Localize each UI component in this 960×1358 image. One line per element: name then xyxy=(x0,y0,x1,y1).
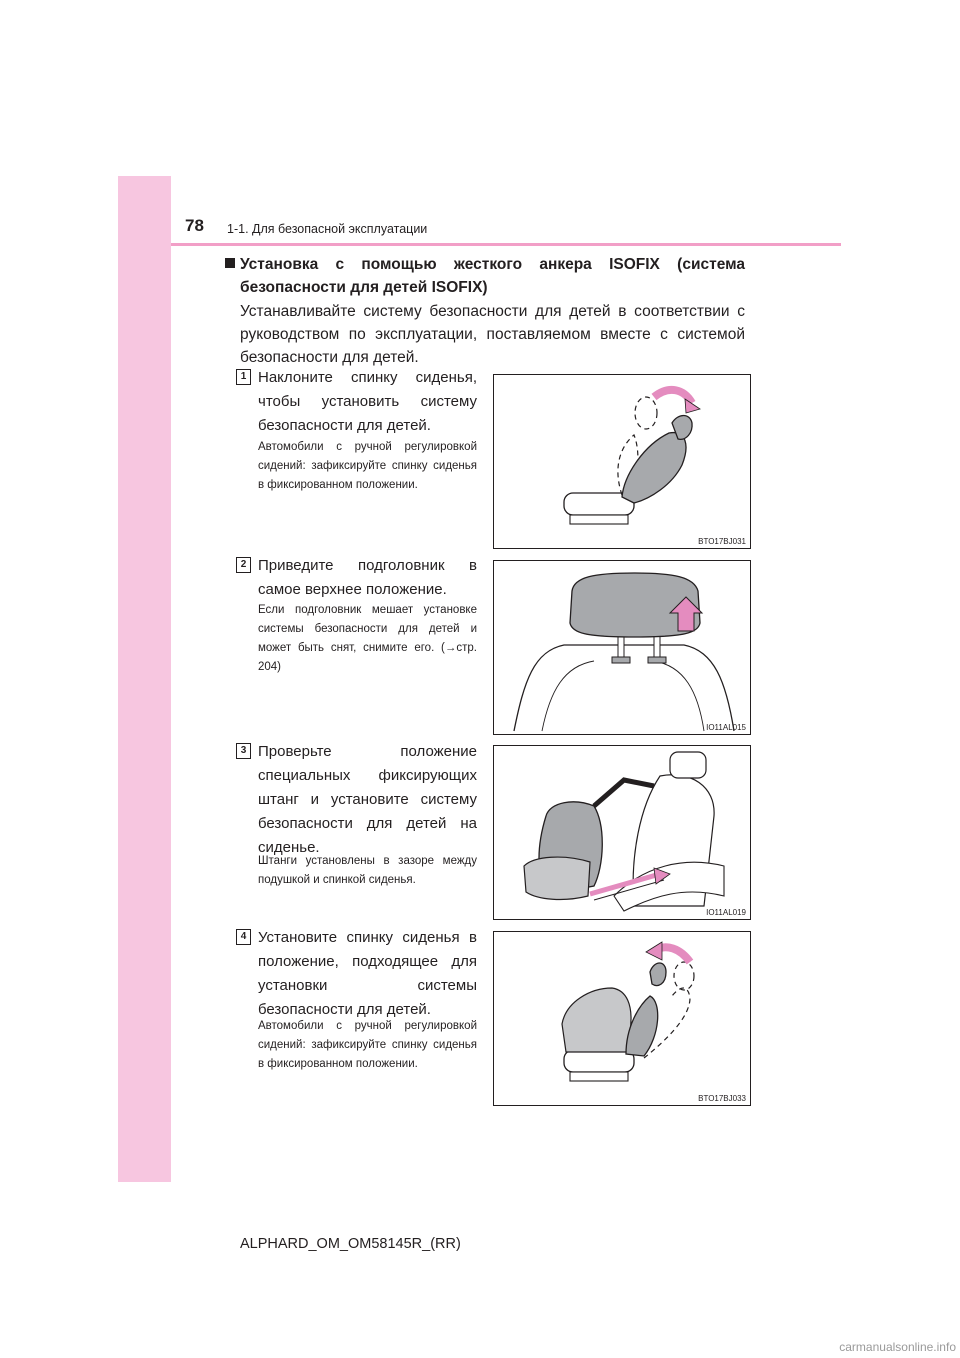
figure-return-seatback xyxy=(493,931,751,1106)
isofix-attach-illustration xyxy=(494,746,750,919)
document-footer: ALPHARD_OM_OM58145R_(RR) xyxy=(240,1236,461,1252)
heading-bullet-icon xyxy=(225,258,235,268)
step-text: Установите спинку сиденья в положение, подходящее для установки системы безопасности для детей. xyxy=(258,929,477,1018)
figure-attach-isofix xyxy=(493,745,751,920)
step-number-badge: 1 xyxy=(236,369,251,385)
headrest-raise-illustration xyxy=(494,561,750,734)
seat-recline-illustration xyxy=(494,375,750,548)
step-text: Приведите подголовник в самое верхнее положение. xyxy=(258,557,477,598)
step-note: Если подголовник мешает установке системы безопасности для детей и может быть снят, снимите его. (→стр. 204) xyxy=(258,604,477,673)
step-number-badge: 4 xyxy=(236,929,251,945)
figure-code: IO11AL019 xyxy=(706,908,746,917)
step-note: Штанги установлены в зазоре между подушкой и спинкой сиденья. xyxy=(258,855,477,886)
page-number: 78 xyxy=(185,216,204,235)
header-divider xyxy=(171,243,841,246)
step-text: Проверьте положение специальных фиксирующих штанг и установите систему безопасности для детей на сиденье. xyxy=(258,743,477,856)
watermark: carmanualsonline.info xyxy=(839,1340,956,1354)
figure-code: BTO17BJ031 xyxy=(698,537,746,546)
step-note: Автомобили с ручной регулировкой сидений: зафиксируйте спинку сиденья в фиксированном положении. xyxy=(258,441,477,491)
step-number-badge: 3 xyxy=(236,743,251,759)
figure-code: BTO17BJ033 xyxy=(698,1094,746,1103)
intro-paragraph: Устанавливайте систему безопасности для детей в соответствии с руководством по эксплуатации, поставляемом вместе с системой безопасности для детей. xyxy=(240,303,745,366)
step-text: Наклоните спинку сиденья, чтобы установить систему безопасности для детей. xyxy=(258,369,477,434)
figure-code: IO11AL015 xyxy=(706,723,746,732)
step-note: Автомобили с ручной регулировкой сидений: зафиксируйте спинку сиденья в фиксированном положении. xyxy=(258,1020,477,1070)
seat-return-illustration xyxy=(494,932,750,1105)
section-title: 1-1. Для безопасной эксплуатации xyxy=(227,222,428,236)
figure-raise-headrest xyxy=(493,560,751,735)
figure-recline-seatback xyxy=(493,374,751,549)
side-color-band xyxy=(118,176,171,1182)
step-number-badge: 2 xyxy=(236,557,251,573)
section-heading: Установка с помощью жесткого анкера ISOFIX (система безопасности для детей ISOFIX) xyxy=(240,256,745,296)
